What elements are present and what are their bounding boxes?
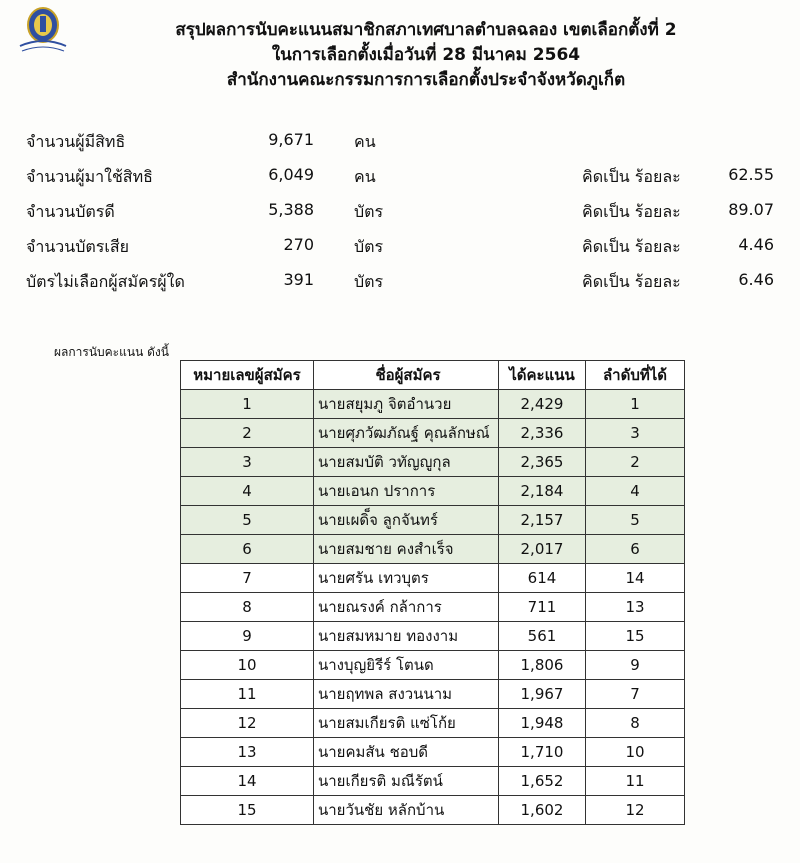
candidate-number-cell: 4 xyxy=(181,477,314,506)
rank-cell: 5 xyxy=(586,506,685,535)
rank-cell: 15 xyxy=(586,622,685,651)
stat-value: 270 xyxy=(283,235,314,254)
votes-cell: 1,652 xyxy=(499,767,586,796)
stat-value: 6,049 xyxy=(268,165,314,184)
candidate-name-cell: นายคมสัน ชอบดี xyxy=(314,738,499,767)
votes-cell: 1,602 xyxy=(499,796,586,825)
candidate-number-cell: 10 xyxy=(181,651,314,680)
votes-cell: 1,806 xyxy=(499,651,586,680)
stat-unit: บัตร xyxy=(354,237,384,256)
stat-percent: 62.55 xyxy=(728,165,774,184)
stat-percent-label: คิดเป็น ร้อยละ xyxy=(582,202,681,221)
votes-cell: 1,710 xyxy=(499,738,586,767)
votes-cell: 2,017 xyxy=(499,535,586,564)
stat-row-eligible xyxy=(26,130,786,165)
votes-cell: 2,157 xyxy=(499,506,586,535)
results-caption: ผลการนับคะแนน ดังนี้ xyxy=(54,345,169,359)
rank-cell: 14 xyxy=(586,564,685,593)
rank-cell: 6 xyxy=(586,535,685,564)
rank-cell: 3 xyxy=(586,419,685,448)
table-row xyxy=(181,680,685,709)
candidate-name-cell: นายสมเกียรติ แซ่โก้ย xyxy=(314,709,499,738)
results-table xyxy=(180,360,685,825)
stat-row-invalid-ballots xyxy=(26,235,786,270)
stat-percent-label: คิดเป็น ร้อยละ xyxy=(582,272,681,291)
candidate-name-cell: นายศุภวัฒภัณฐ์ คุณลักษณ์ xyxy=(314,419,499,448)
stat-percent-label: คิดเป็น ร้อยละ xyxy=(582,167,681,186)
candidate-name-cell: นายสมชาย คงสำเร็จ xyxy=(314,535,499,564)
candidate-number-cell: 3 xyxy=(181,448,314,477)
table-row xyxy=(181,622,685,651)
stat-unit: คน xyxy=(354,167,376,186)
candidate-number-cell: 12 xyxy=(181,709,314,738)
candidate-name-cell: นายฤทพล สงวนนาม xyxy=(314,680,499,709)
candidate-name-cell: นายเผดิ็จ ลูกจันทร์ xyxy=(314,506,499,535)
stat-label: จำนวนผู้มาใช้สิทธิ xyxy=(26,167,153,186)
table-row xyxy=(181,767,685,796)
stat-percent: 89.07 xyxy=(728,200,774,219)
candidate-number-cell: 8 xyxy=(181,593,314,622)
rank-cell: 8 xyxy=(586,709,685,738)
title-line-2: ในการเลือกตั้งเมื่อวันที่ 28 มีนาคม 2564 xyxy=(271,45,581,65)
candidate-number-cell: 9 xyxy=(181,622,314,651)
votes-cell: 711 xyxy=(499,593,586,622)
table-row xyxy=(181,477,685,506)
header-votes: ได้คะแนน xyxy=(499,361,586,390)
rank-cell: 1 xyxy=(586,390,685,419)
title-line-1: สรุปผลการนับคะแนนสมาชิกสภาเทศบาลตำบลฉลอง เขตเลือกตั้งที่ 2 xyxy=(175,20,677,40)
votes-cell: 2,184 xyxy=(499,477,586,506)
table-row xyxy=(181,564,685,593)
table-row xyxy=(181,738,685,767)
rank-cell: 2 xyxy=(586,448,685,477)
votes-cell: 1,948 xyxy=(499,709,586,738)
rank-cell: 13 xyxy=(586,593,685,622)
table-row xyxy=(181,506,685,535)
candidate-name-cell: นายเกียรติ มณีรัตน์ xyxy=(314,767,499,796)
stat-label: บัตรไม่เลือกผู้สมัครผู้ใด xyxy=(26,272,185,291)
candidate-name-cell: นายวันชัย หลักบ้าน xyxy=(314,796,499,825)
rank-cell: 4 xyxy=(586,477,685,506)
table-row xyxy=(181,419,685,448)
summary-stats xyxy=(26,130,786,305)
candidate-name-cell: นางบุญยิรีร์ โตนด xyxy=(314,651,499,680)
votes-cell: 614 xyxy=(499,564,586,593)
stat-row-voters xyxy=(26,165,786,200)
candidate-number-cell: 14 xyxy=(181,767,314,796)
candidate-number-cell: 7 xyxy=(181,564,314,593)
document-title xyxy=(86,18,766,93)
candidate-number-cell: 1 xyxy=(181,390,314,419)
candidate-number-cell: 13 xyxy=(181,738,314,767)
candidate-number-cell: 5 xyxy=(181,506,314,535)
votes-cell: 2,336 xyxy=(499,419,586,448)
results-table-body xyxy=(181,390,685,825)
stat-row-no-vote-ballots xyxy=(26,270,786,305)
candidate-number-cell: 6 xyxy=(181,535,314,564)
candidate-name-cell: นายเอนก ปราการ xyxy=(314,477,499,506)
table-row xyxy=(181,390,685,419)
candidate-name-cell: นายศรัน เทวบุตร xyxy=(314,564,499,593)
rank-cell: 10 xyxy=(586,738,685,767)
title-line-3: สำนักงานคณะกรรมการการเลือกตั้งประจำจังหวัดภูเก็ต xyxy=(226,70,626,90)
stat-label: จำนวนบัตรเสีย xyxy=(26,237,129,256)
rank-cell: 9 xyxy=(586,651,685,680)
votes-cell: 2,429 xyxy=(499,390,586,419)
header-candidate-number: หมายเลขผู้สมัคร xyxy=(181,361,314,390)
stat-unit: บัตร xyxy=(354,272,384,291)
votes-cell: 2,365 xyxy=(499,448,586,477)
table-header-row xyxy=(181,361,685,390)
table-row xyxy=(181,448,685,477)
header-candidate-name: ชื่อผู้สมัคร xyxy=(314,361,499,390)
candidate-name-cell: นายสยุมภู จิตอำนวย xyxy=(314,390,499,419)
candidate-number-cell: 15 xyxy=(181,796,314,825)
ect-seal-logo xyxy=(16,6,70,54)
table-row xyxy=(181,709,685,738)
stat-percent: 6.46 xyxy=(738,270,774,289)
votes-cell: 1,967 xyxy=(499,680,586,709)
header-rank: ลำดับที่ได้ xyxy=(586,361,685,390)
stat-value: 5,388 xyxy=(268,200,314,219)
rank-cell: 7 xyxy=(586,680,685,709)
votes-cell: 561 xyxy=(499,622,586,651)
candidate-number-cell: 2 xyxy=(181,419,314,448)
stat-unit: คน xyxy=(354,132,376,151)
stat-label: จำนวนบัตรดี xyxy=(26,202,115,221)
stat-value: 391 xyxy=(283,270,314,289)
stat-value: 9,671 xyxy=(268,130,314,149)
stat-label: จำนวนผู้มีสิทธิ xyxy=(26,132,126,151)
stat-percent-label: คิดเป็น ร้อยละ xyxy=(582,237,681,256)
candidate-number-cell: 11 xyxy=(181,680,314,709)
candidate-name-cell: นายสมหมาย ทองงาม xyxy=(314,622,499,651)
rank-cell: 12 xyxy=(586,796,685,825)
stat-unit: บัตร xyxy=(354,202,384,221)
table-row xyxy=(181,593,685,622)
table-row xyxy=(181,651,685,680)
table-row xyxy=(181,796,685,825)
stat-row-valid-ballots xyxy=(26,200,786,235)
rank-cell: 11 xyxy=(586,767,685,796)
candidate-name-cell: นายสมบัติ วทัญญูกุล xyxy=(314,448,499,477)
candidate-name-cell: นายณรงค์ กล้าการ xyxy=(314,593,499,622)
stat-percent: 4.46 xyxy=(738,235,774,254)
table-row xyxy=(181,535,685,564)
